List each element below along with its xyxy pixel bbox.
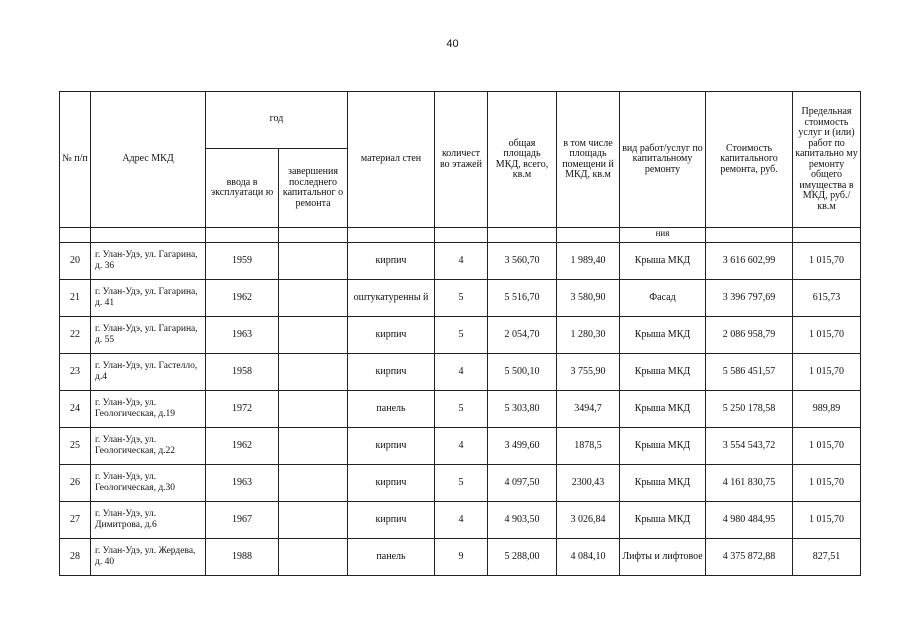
- cell-work-type: Крыша МКД: [620, 354, 706, 391]
- page-number: 40: [446, 38, 459, 50]
- cell-floors: 4: [435, 502, 488, 539]
- cell-num: 27: [60, 502, 91, 539]
- cell-address: г. Улан-Удэ, ул. Гагарина, д. 36: [91, 243, 206, 280]
- cell-year-built: 1967: [206, 502, 279, 539]
- cell-total-area: 3 560,70: [488, 243, 557, 280]
- table-row: [60, 243, 861, 280]
- cell-address: г. Улан-Удэ, ул. Жердева, д. 40: [91, 539, 206, 576]
- cell-material: кирпич: [348, 428, 435, 465]
- cell-address: г. Улан-Удэ, ул. Димитрова, д.6: [91, 502, 206, 539]
- cell-address: г. Улан-Удэ, ул. Гагарина, д. 41: [91, 280, 206, 317]
- cell-work-type: Крыша МКД: [620, 428, 706, 465]
- cell-premises-area: 3494,7: [557, 391, 620, 428]
- cell-material: оштукатуренны й: [348, 280, 435, 317]
- table-row: [60, 354, 861, 391]
- cell-num: 28: [60, 539, 91, 576]
- cell-year-repair: [279, 539, 348, 576]
- cell-year-built: 1959: [206, 243, 279, 280]
- cell-year-repair: [279, 465, 348, 502]
- table-row: [60, 539, 861, 576]
- cell-year-built: 1962: [206, 280, 279, 317]
- cell-material: кирпич: [348, 243, 435, 280]
- cell-max-cost: 1 015,70: [793, 428, 861, 465]
- cell-year-repair: [279, 243, 348, 280]
- cell-year-repair: [279, 391, 348, 428]
- cell-year-repair: [279, 317, 348, 354]
- cell-cost: 4 161 830,75: [706, 465, 793, 502]
- table-row: [60, 280, 861, 317]
- cell-year-built: 1963: [206, 317, 279, 354]
- cell-cost: 3 616 602,99: [706, 243, 793, 280]
- cell-floors: 4: [435, 354, 488, 391]
- cell-total-area: 2 054,70: [488, 317, 557, 354]
- cell-cost: 2 086 958,79: [706, 317, 793, 354]
- cell-address: г. Улан-Удэ, ул. Гастелло, д.4: [91, 354, 206, 391]
- cell-year-repair: [279, 280, 348, 317]
- cell-cost: 5 250 178,58: [706, 391, 793, 428]
- cell-material: кирпич: [348, 354, 435, 391]
- cell-material: панель: [348, 539, 435, 576]
- table-row: [60, 391, 861, 428]
- cell-max-cost: 989,89: [793, 391, 861, 428]
- cell-work-type: Крыша МКД: [620, 317, 706, 354]
- cell-total-area: 4 903,50: [488, 502, 557, 539]
- repair-table: [59, 91, 861, 576]
- cell-cost: 4 375 872,88: [706, 539, 793, 576]
- cell-work-type: Фасад: [620, 280, 706, 317]
- cell-cost: 3 554 543,72: [706, 428, 793, 465]
- header-floors: количест во этажей: [435, 92, 488, 228]
- cell-material: кирпич: [348, 502, 435, 539]
- header-material: материал стен: [348, 92, 435, 228]
- cell-max-cost: 615,73: [793, 280, 861, 317]
- cell-floors: 5: [435, 465, 488, 502]
- cell-material: кирпич: [348, 317, 435, 354]
- cell-year-built: 1963: [206, 465, 279, 502]
- cell-year-repair: [279, 354, 348, 391]
- cell-premises-area: 4 084,10: [557, 539, 620, 576]
- cell-max-cost: 1 015,70: [793, 465, 861, 502]
- cell-max-cost: 1 015,70: [793, 354, 861, 391]
- cell-total-area: 5 500,10: [488, 354, 557, 391]
- cell-cost: 3 396 797,69: [706, 280, 793, 317]
- cell-num: 26: [60, 465, 91, 502]
- header-total-area: общая площадь МКД, всего, кв.м: [488, 92, 557, 228]
- cell-year-built: 1962: [206, 428, 279, 465]
- header-work-type: вид работ/услуг по капитальному ремонту: [620, 92, 706, 228]
- table-row: [60, 317, 861, 354]
- cell-premises-area: 1878,5: [557, 428, 620, 465]
- cell-year-built: 1958: [206, 354, 279, 391]
- cell-premises-area: 3 026,84: [557, 502, 620, 539]
- cell-floors: 9: [435, 539, 488, 576]
- cell-address: г. Улан-Удэ, ул. Геологическая, д.19: [91, 391, 206, 428]
- cell-year-repair: [279, 502, 348, 539]
- cell-material: кирпич: [348, 465, 435, 502]
- header-cost: Стоимость капитального ремонта, руб.: [706, 92, 793, 228]
- cell-total-area: 5 516,70: [488, 280, 557, 317]
- cell-floors: 5: [435, 317, 488, 354]
- cell-cost: 5 586 451,57: [706, 354, 793, 391]
- header-year-built: ввода в эксплуатаци ю: [206, 149, 279, 228]
- cell-total-area: 5 303,80: [488, 391, 557, 428]
- cell-max-cost: 1 015,70: [793, 243, 861, 280]
- cell-cost: 4 980 484,95: [706, 502, 793, 539]
- cell-max-cost: 1 015,70: [793, 317, 861, 354]
- cell-material: панель: [348, 391, 435, 428]
- cell-total-area: 3 499,60: [488, 428, 557, 465]
- continuation-row: [60, 228, 861, 243]
- cell-num: 22: [60, 317, 91, 354]
- cell-floors: 4: [435, 428, 488, 465]
- cell-floors: 5: [435, 391, 488, 428]
- cell-work-type: Крыша МКД: [620, 243, 706, 280]
- continuation-work-type: ния: [620, 228, 706, 243]
- cell-premises-area: 2300,43: [557, 465, 620, 502]
- cell-work-type: Крыша МКД: [620, 465, 706, 502]
- cell-num: 25: [60, 428, 91, 465]
- cell-floors: 4: [435, 243, 488, 280]
- header-num: № п/п: [60, 92, 91, 228]
- table-row: [60, 502, 861, 539]
- cell-work-type: Лифты и лифтовое: [620, 539, 706, 576]
- table-row: [60, 465, 861, 502]
- cell-num: 24: [60, 391, 91, 428]
- cell-num: 20: [60, 243, 91, 280]
- cell-address: г. Улан-Удэ, ул. Геологическая, д.22: [91, 428, 206, 465]
- header-year-repair: завершения последнего капитальног о ремонта: [279, 149, 348, 228]
- header-year-group: год: [206, 92, 348, 149]
- cell-year-repair: [279, 428, 348, 465]
- cell-total-area: 5 288,00: [488, 539, 557, 576]
- cell-premises-area: 1 280,30: [557, 317, 620, 354]
- cell-premises-area: 1 989,40: [557, 243, 620, 280]
- table-row: [60, 428, 861, 465]
- cell-address: г. Улан-Удэ, ул. Геологическая, д.30: [91, 465, 206, 502]
- cell-total-area: 4 097,50: [488, 465, 557, 502]
- cell-premises-area: 3 580,90: [557, 280, 620, 317]
- cell-max-cost: 827,51: [793, 539, 861, 576]
- cell-address: г. Улан-Удэ, ул. Гагарина, д. 55: [91, 317, 206, 354]
- cell-floors: 5: [435, 280, 488, 317]
- cell-work-type: Крыша МКД: [620, 502, 706, 539]
- cell-year-built: 1988: [206, 539, 279, 576]
- cell-premises-area: 3 755,90: [557, 354, 620, 391]
- header-address: Адрес МКД: [91, 92, 206, 228]
- cell-work-type: Крыша МКД: [620, 391, 706, 428]
- cell-max-cost: 1 015,70: [793, 502, 861, 539]
- cell-num: 21: [60, 280, 91, 317]
- cell-year-built: 1972: [206, 391, 279, 428]
- header-max-cost: Предельная стоимость услуг и (или) работ по капитально му ремонту общего имущества в МКД, руб./кв.м: [793, 92, 861, 228]
- header-premises-area: в том числе площадь помещени й МКД, кв.м: [557, 92, 620, 228]
- cell-num: 23: [60, 354, 91, 391]
